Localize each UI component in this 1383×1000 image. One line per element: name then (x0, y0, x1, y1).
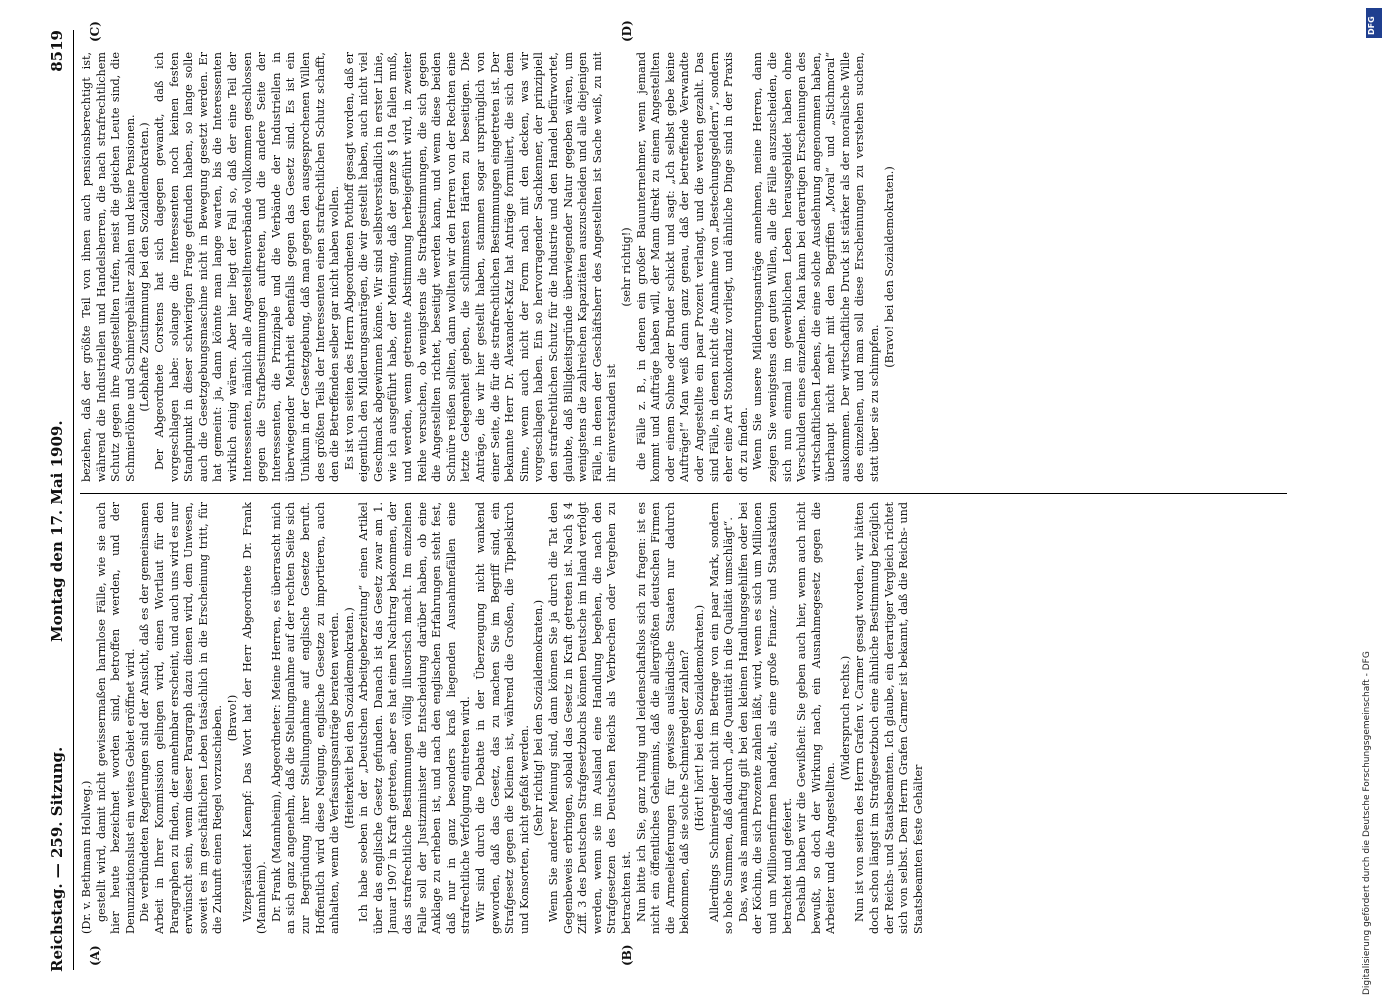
column-divider (80, 493, 1287, 494)
paragraph: Der Abgeordnete Corstens hat sich dagegen gewandt, daß ich vorgeschlagen habe: solange die Interessenten noch keinen festen Standpunkt in dieser schwierigen Frage gefunden haben, so lange solle auch die Gesetzgebungsmaschine nicht in Bewegung gesetzt werden. Er hat gemeint: ja, dann könnte man lange warten, bis die Interessenten wirklich einig wären. Aber hier liegt der Fall so, daß der eine Teil der Interessenten, nämlich alle Angestelltenverbände vollkommen geschlossen gegen die Strafbestimmungen auftreten, und die andere Seite der Interessenten, die Prinzipale und die Verbände der Industriellen in überwiegender Mehrheit ebenfalls gegen das Gesetz sind. Es ist ein Unikum in der Gesetzgebung, daß man gegen den ausgesprochenen Willen des größten Teils der Interessenten einen strafrechtlichen Schutz schafft, den die Betreffenden selber gar nicht haben wollen. (152, 52, 342, 482)
paragraph: Wir sind durch die Debatte in der Überzeugung nicht wankend geworden, daß das Gesetz, das zu machen Sie im Begriff sind, ein Strafgesetz gegen die Kleinen ist, während die Großen, die Tippelskirch und Konsorten, nicht gefaßt werden. (474, 502, 531, 934)
dfg-logo: DFG (1366, 8, 1382, 38)
paragraph: Vizepräsident Kaempf: Das Wort hat der Herr Abgeordnete Dr. Frank (Mannheim). (240, 502, 269, 934)
paragraph: (Heiterkeit bei den Sozialdemokraten.) (342, 607, 356, 829)
paragraph: Ich habe soeben in der „Deutschen Arbeitgeberzeitung“ einen Artikel über das englische Gesetz gefunden. Danach ist das Gesetz zwar am 1. Januar 1907 in Kraft getreten, aber es hat einen Nachtrag bekommen, der das strafrechtliche Bestimmungen völlig illusorisch macht. Im einzelnen Falle soll der Justizminister die Entscheidung darüber haben, ob eine Anklage zu erheben ist, und nach den englischen Erfahrungen steht fest, daß nur in ganz besonders kraß liegenden Ausnahmefällen eine strafrechtliche Verfolgung eintreten wird. (357, 502, 473, 934)
margin-marker-a: (A) (88, 945, 102, 966)
margin-marker-b: (B) (620, 944, 634, 966)
paragraph: Das, was als mannhaftig gilt bei den kleinen Handlungsgehilfen oder bei der Köchin, die sich Prozente zahlen läßt, wird, wenn es sich um Millionen und um Millionenfirmen handelt, als eine große Finanz- und Staatsaktion betrachtet und gefeiert. (736, 502, 794, 934)
paragraph: Allerdings Schmiergelder nicht im Betrage von ein paar Mark, sondern so hohe Summen, daß dadurch „die Quantität in die Qualität umschlägt“. (707, 502, 736, 934)
digitization-credit: Digitalisierung gefördert durch die Deutsche Forschungsgemeinschaft - DFG (1362, 651, 1372, 995)
paragraph: (Sehr richtig! bei den Sozialdemokraten.) (532, 599, 546, 837)
header-date: Montag den 17. Mai 1909. (48, 420, 66, 642)
paragraph: die Fälle z. B., in denen ein großer Bauunternehmer, wenn jemand kommt und Aufträge haben will, der Mann direkt zu einem Angestellten oder einem Sohne oder Bruder schickt und sagt: „Ich selbst gebe keine Aufträge!“ Man weiß dann ganz genau, daß der betreffende Verwandte oder Angestellte ein paar Prozent verlangt, und die werden gezahlt. Das sind Fälle, in denen nicht die Annahme von „Bestechungsgeldern“, sondern eher eine Art Stonkordanz vorliegt, und ähnliche Dinge sind in der Praxis oft zu finden. (634, 52, 750, 482)
paragraph: (Bravo! bei den Sozialdemokraten.) (882, 166, 896, 368)
page-number: 8519 (48, 30, 66, 72)
paragraph: Die verbündeten Regierungen sind der Ansicht, daß es der gemeinsamen Arbeit in Ihrer Kommission gelingen wird, einen Wortlaut für den Paragraphen zu finden, der annehmbar erscheint, und auch uns wird es nur erwünscht sein, wenn dieser Paragraph dazu dienen wird, dem Unwesen, soweit es im geschäftlichen Leben tatsächlich in die Erscheinung tritt, für die Zukunft einen Riegel vorzuschieben. (138, 502, 225, 934)
paragraph: Dr. Frank (Mannheim), Abgeordneter: Meine Herren, es überrascht mich an sich ganz angenehm, daß die Stellungnahme auf der rechten Seite sich zur Begründung ihrer Stellungnahme auf englische Gesetze beruft. Hoffentlich wird diese Neigung, englische Gesetze zu importieren, auch anhalten, wenn die Verfassungsanträge beraten werden. (269, 502, 342, 934)
paragraph: Deshalb haben wir die Gewißheit: Sie geben auch hier, wenn auch nicht bewußt, so doch der Wirkung nach, ein Ausnahmegesetz gegen die Arbeiter und die Angestellten. (795, 502, 838, 934)
left-column (80, 502, 1287, 934)
paragraph: (sehr richtig!) (619, 227, 633, 307)
paragraph: (Dr. v. Bethmann Hollweg.) (80, 780, 93, 934)
page-header (48, 30, 72, 972)
paragraph: Nun ist von seiten des Herrn Grafen v. Carmer gesagt worden, wir hätten doch schon längst im Strafgesetzbuch eine ähnliche Bestimmung bezüglich der Reichs- und Staatsbeamten. Ich glaube, ein derartiger Vergleich richtet sich von selbst. Dem Herrn Grafen Carmer ist bekannt, daß die Reichs- und Staatsbeamten feste Gehälter (853, 502, 925, 934)
paragraph: beziehen, daß der größte Teil von ihnen auch pensionsberechtigt ist, während die Industriellen und Handelsherren, die nach strafrechtlichem Schutz gegen ihre Angestellten rufen, meist die gleichen Leute sind, die Schmierlöhne und Schmiergehälter zahlen und keine Pensionen. (80, 52, 137, 482)
paragraph: Es ist von seiten des Herrn Abgeordneten Potthoff gesagt worden, daß er eigentlich den Milderungsanträgen, die wir gestellt haben, auch nicht viel Geschmack abgewinnen könne. Wir sind selbstverständlich in erster Linie, wie ich ausgeführt habe, der Meinung, daß der ganze § 10a fallen muß, und werden, wenn getrennte Abstimmung herbeigeführt wird, in zweiter Reihe versuchen, ob wenigstens die Strafbestimmungen, die sich gegen die Angestellten richtet, beseitigt werden kann, und wenn diese beiden Schnüre reißen sollten, dann wollten wir den Herren von der Rechten eine letzte Gelegenheit geben, die schlimmsten Härten zu beseitigen. Die Anträge, die wir hier gestellt haben, stammen sogar ursprünglich von einer Seite, die für die strafrechtlichen Bestimmungen eingetreten ist. Der bekannte Herr Dr. Alexander-Katz hat Anträge formuliert, die sich dem Sinne, wenn auch nicht der Form nach mit den decken, was wir vorgeschlagen haben. Ein so hervorragender Sachkenner, der prinzipiell den strafrechtlichen Schutz für die Industrie und den Handel befürwortet, glaubte, daß Billigkeitsgründe überwiegender Natur gegeben wären, um wenigstens die zahlreichen Kapazitäten auszuscheiden und alle diejenigen Fälle, in denen der Geschäftsherr des Angestellten ist Sache weiß, zu mit ihr einverstanden ist (342, 52, 619, 482)
paragraph: gestellt wird, damit nicht gewissermaßen harmlose Fälle, wie sie auch hier heute bezeichnet worden sind, betroffen werden, und der Denunziationslust ein weites Gebiet eröffnet wird. (94, 502, 137, 934)
header-left: Reichstag. — 259. Sitzung. (48, 746, 66, 972)
right-column (80, 52, 1287, 482)
paragraph: (Lebhafte Zustimmung bei den Sozialdemokraten.) (138, 122, 152, 412)
paragraph: (Bravo!) (225, 694, 239, 742)
paragraph: (Widerspruch rechts.) (838, 655, 852, 781)
paragraph: Wenn Sie unsere Milderungsanträge annehmen, meine Herren, dann zeigen Sie wenigstens den guten Willen, alle die Fälle auszuscheiden, die sich nun einmal im gewerblichen Leben herausgebildet haben ohne Verschulden eines einzelnen. Man kann bei derartigen Erscheinungen des wirtschaftlichen Lebens, die eine solche Ausdehnung angenommen haben, überhaupt nicht mehr mit den Begriffen „Moral“ und „Stichmoral“ auskommen. Der wirtschaftliche Druck ist stärker als der moralische Wille des einzelnen, und man soll diese Erscheinungen zu verstehen suchen, statt über sie zu schimpfen. (751, 52, 882, 482)
paragraph: Nun bitte ich Sie, ganz ruhig und leidenschaftslos sich zu fragen: ist es nicht ein öffentliches Geheimnis, daß die allergrößten deutschen Firmen die Armeelieferungen für gewisse ausländische Staaten nur dadurch bekommen, daß sie solche Schmiergelder zahlen? (634, 502, 692, 934)
paragraph: (Hört! hört! bei den Sozialdemokraten.) (692, 604, 706, 832)
margin-marker-d: (D) (620, 20, 634, 42)
header-rule (73, 30, 74, 970)
margin-marker-c: (C) (88, 21, 102, 42)
paragraph: Wenn Sie anderer Meinung sind, dann können Sie ja durch die Tat den Gegenbeweis erbringen, sobald das Gesetz in Kraft getreten ist. Nach § 4 Ziff. 3 des Deutschen Strafgesetzbuchs können Deutsche im Inland verfolgt werden, wenn sie im Ausland eine Handlung begehen, die nach den Strafgesetzen des Deutschen Reichs als Verbrechen oder Vergehen zu betrachten ist. (547, 502, 633, 934)
